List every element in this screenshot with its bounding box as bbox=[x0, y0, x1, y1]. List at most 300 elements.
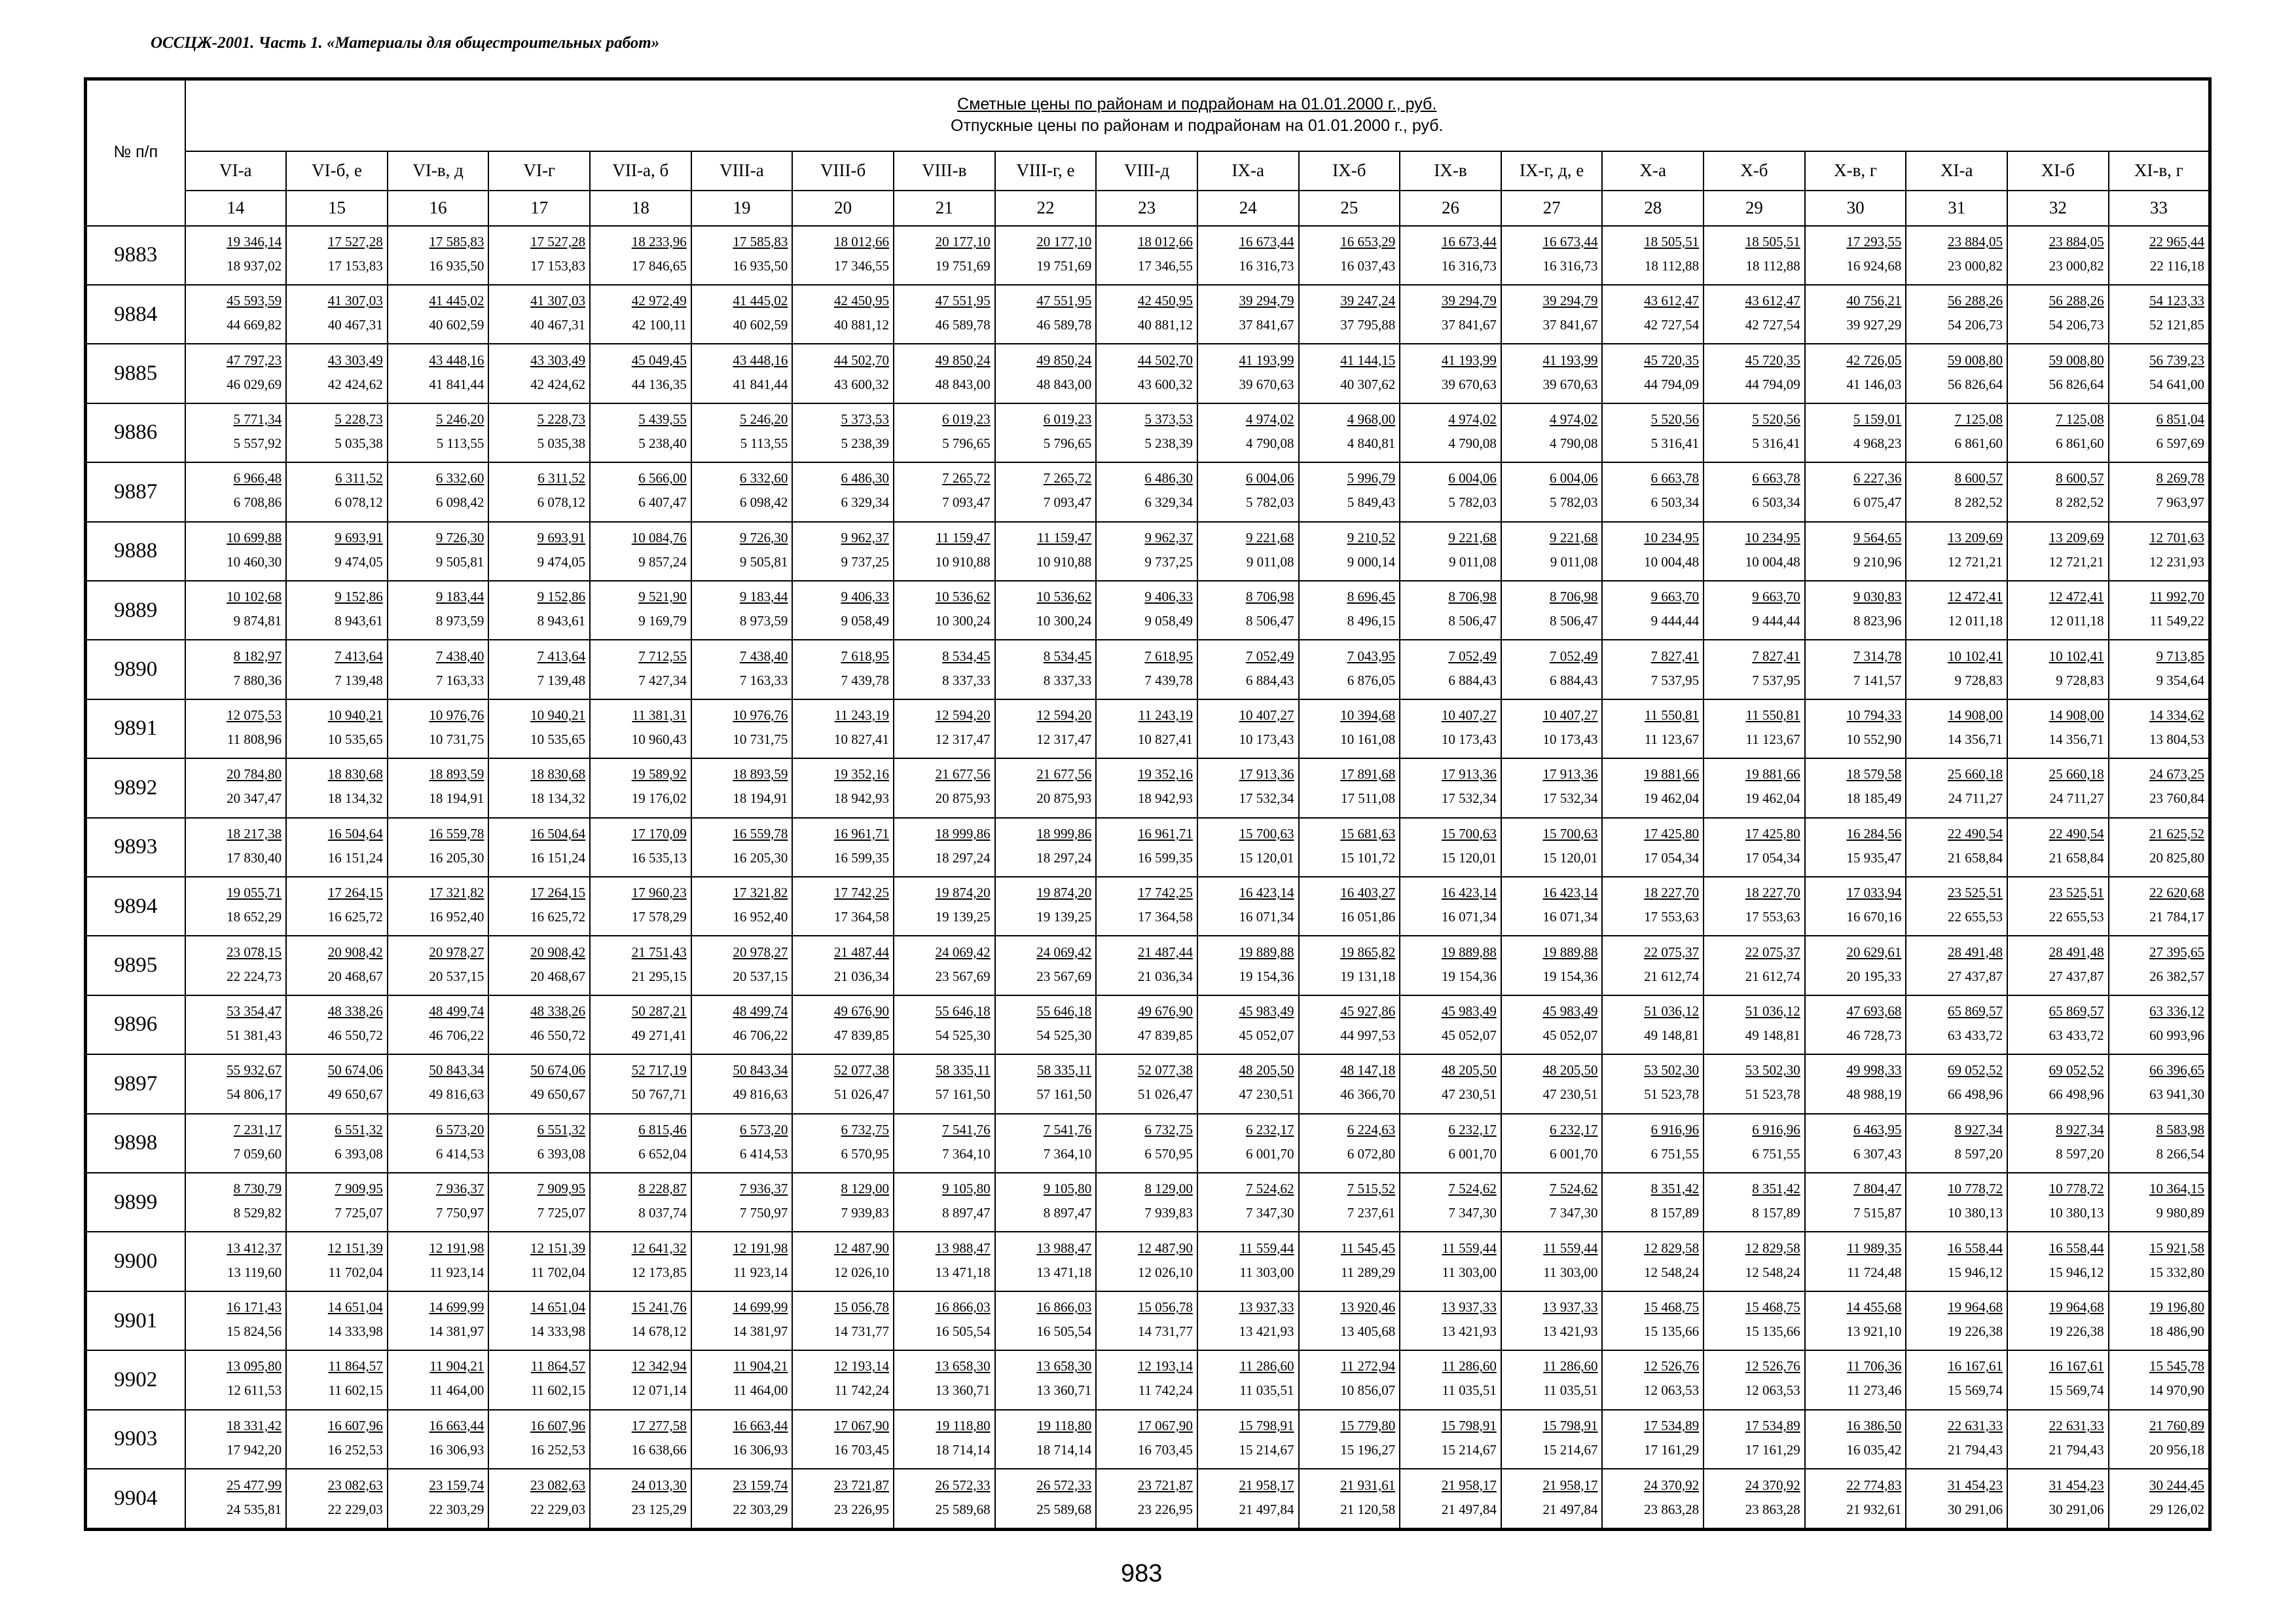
price-cell bbox=[1704, 462, 1805, 521]
release-price: 15 946,12 bbox=[1948, 1264, 2003, 1280]
price-cell bbox=[2109, 522, 2210, 581]
release-price: 12 011,18 bbox=[1948, 613, 2003, 629]
estimate-price: 19 881,66 bbox=[1644, 766, 1700, 783]
price-cell bbox=[1906, 995, 2007, 1054]
price-cell bbox=[2109, 581, 2210, 640]
release-price: 6 751,55 bbox=[1650, 1145, 1700, 1162]
table-row bbox=[86, 995, 2210, 1054]
price-cell bbox=[1805, 699, 1906, 758]
table-row bbox=[86, 1410, 2210, 1469]
release-price: 7 939,83 bbox=[1144, 1205, 1193, 1221]
price-cell bbox=[488, 344, 590, 403]
release-price: 9 011,08 bbox=[1246, 553, 1294, 570]
price-cell bbox=[1805, 522, 1906, 581]
release-price: 45 052,07 bbox=[1441, 1027, 1497, 1043]
release-price: 12 317,47 bbox=[1036, 731, 1092, 747]
estimate-price: 11 381,31 bbox=[632, 707, 687, 723]
estimate-price: 11 550,81 bbox=[1745, 707, 1800, 723]
price-cell bbox=[1501, 877, 1603, 936]
price-cell bbox=[286, 936, 388, 995]
price-cell bbox=[995, 936, 1097, 995]
estimate-price: 48 499,74 bbox=[733, 1003, 788, 1019]
release-price: 42 727,54 bbox=[1644, 317, 1700, 333]
region-header: IX-б bbox=[1299, 151, 1400, 191]
price-cell bbox=[1400, 818, 1501, 877]
estimate-price: 17 277,58 bbox=[631, 1417, 687, 1433]
release-price: 14 381,97 bbox=[429, 1323, 484, 1340]
release-price: 6 072,80 bbox=[1347, 1145, 1396, 1162]
price-cell bbox=[1805, 285, 1906, 344]
estimate-price: 18 227,70 bbox=[1745, 885, 1800, 901]
release-price: 12 071,14 bbox=[631, 1382, 687, 1399]
price-cell bbox=[388, 522, 489, 581]
price-cell bbox=[1299, 1469, 1400, 1529]
estimate-price: 11 159,47 bbox=[1037, 529, 1092, 545]
column-index: 25 bbox=[1299, 191, 1400, 226]
price-cell bbox=[894, 1232, 995, 1291]
estimate-price: 21 931,61 bbox=[1340, 1477, 1396, 1493]
release-price: 25 589,68 bbox=[1036, 1501, 1092, 1517]
price-cell bbox=[1501, 758, 1603, 817]
price-cell bbox=[185, 226, 287, 285]
price-cell bbox=[388, 995, 489, 1054]
release-price: 21 612,74 bbox=[1745, 968, 1800, 984]
release-price: 10 910,88 bbox=[935, 553, 991, 570]
estimate-price: 9 726,30 bbox=[435, 529, 484, 545]
table-row bbox=[86, 1350, 2210, 1409]
price-cell bbox=[488, 462, 590, 521]
price-cell bbox=[2007, 462, 2109, 521]
estimate-price: 7 265,72 bbox=[942, 470, 991, 487]
release-price: 17 161,29 bbox=[1644, 1441, 1700, 1458]
price-cell bbox=[1096, 1114, 1197, 1173]
estimate-price: 17 742,25 bbox=[1137, 885, 1193, 901]
price-cell bbox=[1704, 285, 1805, 344]
estimate-price: 15 779,80 bbox=[1340, 1417, 1396, 1433]
price-cell bbox=[2007, 818, 2109, 877]
price-cell bbox=[2007, 1469, 2109, 1529]
estimate-price: 21 958,17 bbox=[1239, 1477, 1294, 1493]
release-price: 15 120,01 bbox=[1441, 849, 1497, 866]
price-cell bbox=[286, 818, 388, 877]
release-price: 6 751,55 bbox=[1752, 1145, 1800, 1162]
release-price: 39 670,63 bbox=[1542, 376, 1598, 392]
estimate-price: 12 594,20 bbox=[935, 707, 991, 723]
price-cell bbox=[488, 522, 590, 581]
release-price: 15 135,66 bbox=[1745, 1323, 1800, 1340]
price-cell bbox=[2007, 699, 2109, 758]
release-price: 12 721,21 bbox=[1948, 553, 2003, 570]
release-price: 6 861,60 bbox=[2056, 435, 2104, 451]
price-cell bbox=[1704, 1469, 1805, 1529]
estimate-price: 17 425,80 bbox=[1745, 825, 1800, 841]
estimate-price: 19 589,92 bbox=[631, 766, 687, 783]
price-cell bbox=[1400, 226, 1501, 285]
release-price: 4 840,81 bbox=[1347, 435, 1396, 451]
price-cell bbox=[590, 522, 691, 581]
price-cell bbox=[1906, 640, 2007, 699]
estimate-price: 15 798,91 bbox=[1542, 1417, 1598, 1433]
estimate-price: 18 579,58 bbox=[1846, 766, 1902, 783]
release-price: 6 407,47 bbox=[638, 494, 687, 511]
price-cell bbox=[1096, 1410, 1197, 1469]
release-price: 10 300,24 bbox=[1036, 613, 1092, 629]
estimate-price: 22 631,33 bbox=[2049, 1417, 2104, 1433]
estimate-price: 18 505,51 bbox=[1644, 233, 1700, 249]
region-header: IX-в bbox=[1400, 151, 1501, 191]
price-cell bbox=[792, 403, 894, 462]
price-cell bbox=[185, 818, 287, 877]
estimate-price: 9 030,83 bbox=[1853, 589, 1902, 605]
price-cell bbox=[185, 1291, 287, 1350]
estimate-price: 17 913,36 bbox=[1441, 766, 1497, 783]
estimate-price: 17 067,90 bbox=[833, 1417, 889, 1433]
price-cell bbox=[2007, 936, 2109, 995]
price-cell bbox=[792, 1469, 894, 1529]
price-cell bbox=[1096, 226, 1197, 285]
estimate-price: 11 559,44 bbox=[1543, 1240, 1598, 1256]
release-price: 48 988,19 bbox=[1846, 1086, 1902, 1103]
release-price: 9 210,96 bbox=[1853, 553, 1902, 570]
price-cell bbox=[1096, 936, 1197, 995]
price-cell bbox=[2007, 1410, 2109, 1469]
release-price: 4 790,08 bbox=[1448, 435, 1497, 451]
estimate-price: 15 241,76 bbox=[631, 1299, 687, 1316]
release-price: 15 214,67 bbox=[1542, 1441, 1598, 1458]
estimate-price: 6 551,32 bbox=[537, 1121, 586, 1137]
release-price: 6 597,69 bbox=[2156, 435, 2204, 451]
release-price: 21 497,84 bbox=[1441, 1501, 1497, 1517]
release-price: 14 381,97 bbox=[733, 1323, 788, 1340]
release-price: 9 737,25 bbox=[1144, 553, 1193, 570]
release-price: 26 382,57 bbox=[2149, 968, 2204, 984]
price-cell bbox=[1400, 936, 1501, 995]
price-cell bbox=[1704, 226, 1805, 285]
release-price: 16 599,35 bbox=[1137, 849, 1193, 866]
estimate-price: 19 352,16 bbox=[1137, 766, 1193, 783]
estimate-price: 50 843,34 bbox=[429, 1062, 484, 1079]
price-cell bbox=[792, 581, 894, 640]
release-price: 10 173,43 bbox=[1441, 731, 1497, 747]
release-price: 19 751,69 bbox=[935, 257, 991, 274]
estimate-price: 14 699,99 bbox=[429, 1299, 484, 1316]
price-cell bbox=[1805, 995, 1906, 1054]
release-price: 18 112,88 bbox=[1745, 257, 1800, 274]
price-cell bbox=[1906, 403, 2007, 462]
release-price: 15 332,80 bbox=[2149, 1264, 2204, 1280]
estimate-price: 24 370,92 bbox=[1644, 1477, 1700, 1493]
estimate-price: 23 721,87 bbox=[833, 1477, 889, 1493]
estimate-price: 6 486,30 bbox=[841, 470, 889, 487]
release-price: 7 725,07 bbox=[537, 1205, 586, 1221]
release-price: 16 252,53 bbox=[327, 1441, 383, 1458]
estimate-price: 26 572,33 bbox=[1036, 1477, 1092, 1493]
estimate-price: 7 524,62 bbox=[1448, 1181, 1497, 1197]
release-price: 6 884,43 bbox=[1246, 672, 1294, 688]
estimate-price: 10 940,21 bbox=[327, 707, 383, 723]
estimate-price: 24 370,92 bbox=[1745, 1477, 1800, 1493]
estimate-price: 12 075,53 bbox=[227, 707, 282, 723]
estimate-price: 45 983,49 bbox=[1239, 1003, 1294, 1019]
release-price: 16 316,73 bbox=[1441, 257, 1497, 274]
estimate-price: 6 732,75 bbox=[841, 1121, 889, 1137]
estimate-price: 65 869,57 bbox=[1948, 1003, 2003, 1019]
estimate-price: 45 927,86 bbox=[1340, 1003, 1396, 1019]
price-cell bbox=[1906, 344, 2007, 403]
release-price: 9 011,08 bbox=[1449, 553, 1497, 570]
estimate-price: 10 234,95 bbox=[1745, 529, 1800, 545]
release-price: 15 120,01 bbox=[1239, 849, 1294, 866]
release-price: 6 414,53 bbox=[435, 1145, 484, 1162]
estimate-price: 10 102,41 bbox=[1948, 648, 2003, 664]
price-cell bbox=[2109, 1054, 2210, 1113]
price-cell bbox=[286, 581, 388, 640]
price-cell bbox=[1096, 462, 1197, 521]
estimate-price: 8 706,98 bbox=[1549, 589, 1598, 605]
estimate-price: 16 866,03 bbox=[1036, 1299, 1092, 1316]
estimate-price: 15 545,78 bbox=[2149, 1358, 2204, 1375]
price-cell bbox=[185, 1350, 287, 1409]
price-cell bbox=[995, 1173, 1097, 1232]
estimate-price: 15 468,75 bbox=[1745, 1299, 1800, 1316]
estimate-price: 7 712,55 bbox=[638, 648, 687, 664]
price-cell bbox=[691, 344, 793, 403]
price-cell bbox=[1602, 403, 1704, 462]
region-header: Х-в, г bbox=[1805, 151, 1906, 191]
price-cell bbox=[388, 936, 489, 995]
price-cell bbox=[1299, 1173, 1400, 1232]
release-price: 16 252,53 bbox=[530, 1441, 586, 1458]
price-cell bbox=[792, 462, 894, 521]
release-price: 16 625,72 bbox=[530, 909, 586, 925]
price-cell bbox=[1299, 640, 1400, 699]
release-price: 22 303,29 bbox=[733, 1501, 788, 1517]
estimate-price: 12 487,90 bbox=[833, 1240, 889, 1256]
estimate-price: 7 438,40 bbox=[739, 648, 788, 664]
price-cell bbox=[1704, 1114, 1805, 1173]
release-price: 47 839,85 bbox=[1137, 1027, 1193, 1043]
estimate-price: 5 996,79 bbox=[1347, 470, 1396, 487]
release-price: 16 151,24 bbox=[327, 849, 383, 866]
estimate-price: 11 545,45 bbox=[1340, 1240, 1396, 1256]
release-price: 21 497,84 bbox=[1239, 1501, 1294, 1517]
estimate-price: 16 423,14 bbox=[1542, 885, 1598, 901]
price-cell bbox=[1906, 1410, 2007, 1469]
estimate-price: 40 756,21 bbox=[1846, 293, 1902, 309]
price-cell bbox=[995, 1469, 1097, 1529]
price-cell bbox=[1805, 403, 1906, 462]
estimate-price: 23 884,05 bbox=[1948, 233, 2003, 249]
estimate-price: 14 699,99 bbox=[733, 1299, 788, 1316]
release-price: 10 004,48 bbox=[1745, 553, 1800, 570]
estimate-price: 6 232,17 bbox=[1549, 1121, 1598, 1137]
price-cell bbox=[1906, 818, 2007, 877]
estimate-price: 7 413,64 bbox=[335, 648, 383, 664]
estimate-price: 63 336,12 bbox=[2149, 1003, 2204, 1019]
release-price: 19 139,25 bbox=[935, 909, 991, 925]
release-price: 18 942,93 bbox=[1137, 790, 1193, 807]
release-price: 54 525,30 bbox=[1036, 1027, 1092, 1043]
estimate-price: 22 075,37 bbox=[1644, 944, 1700, 960]
price-cell bbox=[1805, 1054, 1906, 1113]
price-cell bbox=[995, 1232, 1097, 1291]
estimate-price: 16 559,78 bbox=[733, 825, 788, 841]
estimate-price: 10 102,68 bbox=[227, 589, 282, 605]
estimate-price: 15 798,91 bbox=[1441, 1417, 1497, 1433]
estimate-price: 52 077,38 bbox=[1137, 1062, 1193, 1079]
release-price: 7 364,10 bbox=[942, 1145, 991, 1162]
price-cell bbox=[1299, 818, 1400, 877]
estimate-price: 17 913,36 bbox=[1542, 766, 1598, 783]
estimate-price: 18 012,66 bbox=[833, 233, 889, 249]
price-cell bbox=[1602, 344, 1704, 403]
price-cell bbox=[1501, 403, 1603, 462]
release-price: 8 337,33 bbox=[942, 672, 991, 688]
estimate-price: 43 303,49 bbox=[530, 352, 586, 368]
price-cell bbox=[1906, 462, 2007, 521]
release-price: 18 134,32 bbox=[327, 790, 383, 807]
release-price: 18 714,14 bbox=[1036, 1441, 1092, 1458]
release-price: 6 393,08 bbox=[537, 1145, 586, 1162]
price-cell bbox=[995, 1054, 1097, 1113]
estimate-price: 28 491,48 bbox=[2049, 944, 2104, 960]
estimate-price: 17 321,82 bbox=[733, 885, 788, 901]
price-cell bbox=[185, 403, 287, 462]
release-price: 46 706,22 bbox=[429, 1027, 484, 1043]
release-price: 47 230,51 bbox=[1441, 1086, 1497, 1103]
estimate-price: 16 559,78 bbox=[429, 825, 484, 841]
release-price: 22 224,73 bbox=[227, 968, 282, 984]
release-price: 15 935,47 bbox=[1846, 849, 1902, 866]
price-cell bbox=[1805, 640, 1906, 699]
price-cell bbox=[894, 522, 995, 581]
estimate-price: 9 221,68 bbox=[1246, 529, 1294, 545]
price-cell bbox=[1602, 758, 1704, 817]
estimate-price: 12 526,76 bbox=[1745, 1358, 1800, 1375]
estimate-price: 8 706,98 bbox=[1246, 589, 1294, 605]
estimate-price: 6 004,06 bbox=[1549, 470, 1598, 487]
price-cell bbox=[488, 1410, 590, 1469]
release-price: 24 535,81 bbox=[227, 1501, 282, 1517]
table-row bbox=[86, 1114, 2210, 1173]
release-price: 17 346,55 bbox=[833, 257, 889, 274]
release-price: 49 816,63 bbox=[733, 1086, 788, 1103]
estimate-price: 12 191,98 bbox=[733, 1240, 788, 1256]
price-cell bbox=[185, 1114, 287, 1173]
region-header: XI-в, г bbox=[2109, 151, 2210, 191]
release-price: 12 063,53 bbox=[1745, 1382, 1800, 1399]
release-price: 40 602,59 bbox=[429, 317, 484, 333]
release-price: 7 537,95 bbox=[1650, 672, 1700, 688]
price-cell bbox=[388, 1410, 489, 1469]
estimate-price: 13 658,30 bbox=[935, 1358, 991, 1375]
release-price: 21 120,58 bbox=[1340, 1501, 1396, 1517]
estimate-price: 17 170,09 bbox=[631, 825, 687, 841]
price-cell bbox=[995, 877, 1097, 936]
estimate-price: 5 373,53 bbox=[1144, 411, 1193, 427]
price-cell bbox=[286, 1469, 388, 1529]
estimate-price: 17 033,94 bbox=[1846, 885, 1902, 901]
estimate-price: 13 937,33 bbox=[1239, 1299, 1294, 1316]
release-price: 8 897,47 bbox=[1043, 1205, 1092, 1221]
estimate-price: 19 881,66 bbox=[1745, 766, 1800, 783]
price-cell bbox=[1501, 1054, 1603, 1113]
release-price: 7 880,36 bbox=[233, 672, 282, 688]
estimate-price: 13 209,69 bbox=[2049, 529, 2104, 545]
price-cell bbox=[1805, 1469, 1906, 1529]
row-number: 9902 bbox=[86, 1350, 185, 1409]
estimate-price: 31 454,23 bbox=[2049, 1477, 2104, 1493]
release-price: 44 794,09 bbox=[1745, 376, 1800, 392]
price-cell bbox=[691, 1232, 793, 1291]
release-price: 49 148,81 bbox=[1644, 1027, 1700, 1043]
estimate-price: 15 468,75 bbox=[1644, 1299, 1700, 1316]
release-price: 11 303,00 bbox=[1543, 1264, 1598, 1280]
price-cell bbox=[1906, 1114, 2007, 1173]
price-cell bbox=[388, 581, 489, 640]
price-cell bbox=[2007, 995, 2109, 1054]
release-price: 15 824,56 bbox=[227, 1323, 282, 1340]
column-index: 24 bbox=[1197, 191, 1299, 226]
release-price: 8 897,47 bbox=[942, 1205, 991, 1221]
estimate-price: 50 287,21 bbox=[631, 1003, 687, 1019]
release-price: 7 750,97 bbox=[435, 1205, 484, 1221]
release-price: 57 161,50 bbox=[935, 1086, 991, 1103]
release-price: 10 173,43 bbox=[1542, 731, 1598, 747]
release-price: 8 529,82 bbox=[233, 1205, 282, 1221]
estimate-price: 16 673,44 bbox=[1239, 233, 1294, 249]
release-price: 21 612,74 bbox=[1644, 968, 1700, 984]
release-price: 14 731,77 bbox=[833, 1323, 889, 1340]
estimate-price: 8 600,57 bbox=[2056, 470, 2104, 487]
price-cell bbox=[1197, 818, 1299, 877]
price-cell bbox=[1704, 877, 1805, 936]
price-cell bbox=[1197, 403, 1299, 462]
price-cell bbox=[185, 1469, 287, 1529]
release-price: 21 036,34 bbox=[1137, 968, 1193, 984]
estimate-price: 6 019,23 bbox=[1043, 411, 1092, 427]
release-price: 19 226,38 bbox=[1948, 1323, 2003, 1340]
release-price: 6 393,08 bbox=[335, 1145, 383, 1162]
release-price: 16 151,24 bbox=[530, 849, 586, 866]
estimate-price: 39 294,79 bbox=[1239, 293, 1294, 309]
estimate-price: 14 908,00 bbox=[1948, 707, 2003, 723]
release-price: 9 737,25 bbox=[841, 553, 889, 570]
release-price: 10 552,90 bbox=[1846, 731, 1902, 747]
release-price: 7 093,47 bbox=[1043, 494, 1092, 511]
price-cell bbox=[1400, 1350, 1501, 1409]
estimate-price: 5 520,56 bbox=[1650, 411, 1700, 427]
price-cell bbox=[1602, 1173, 1704, 1232]
price-cell bbox=[894, 936, 995, 995]
estimate-price: 13 988,47 bbox=[935, 1240, 991, 1256]
price-cell bbox=[1501, 936, 1603, 995]
estimate-price: 48 338,26 bbox=[327, 1003, 383, 1019]
estimate-price: 8 927,34 bbox=[2056, 1121, 2104, 1137]
release-price: 8 973,59 bbox=[739, 613, 788, 629]
release-price: 12 548,24 bbox=[1644, 1264, 1700, 1280]
release-price: 49 650,67 bbox=[327, 1086, 383, 1103]
release-price: 6 001,70 bbox=[1448, 1145, 1497, 1162]
estimate-price: 22 774,83 bbox=[1846, 1477, 1902, 1493]
estimate-price: 6 815,46 bbox=[638, 1121, 687, 1137]
price-cell bbox=[1602, 226, 1704, 285]
estimate-price: 10 536,62 bbox=[935, 589, 991, 605]
price-cell bbox=[1602, 995, 1704, 1054]
price-cell bbox=[1197, 640, 1299, 699]
estimate-price: 10 794,33 bbox=[1846, 707, 1902, 723]
region-header: Х-б bbox=[1704, 151, 1805, 191]
